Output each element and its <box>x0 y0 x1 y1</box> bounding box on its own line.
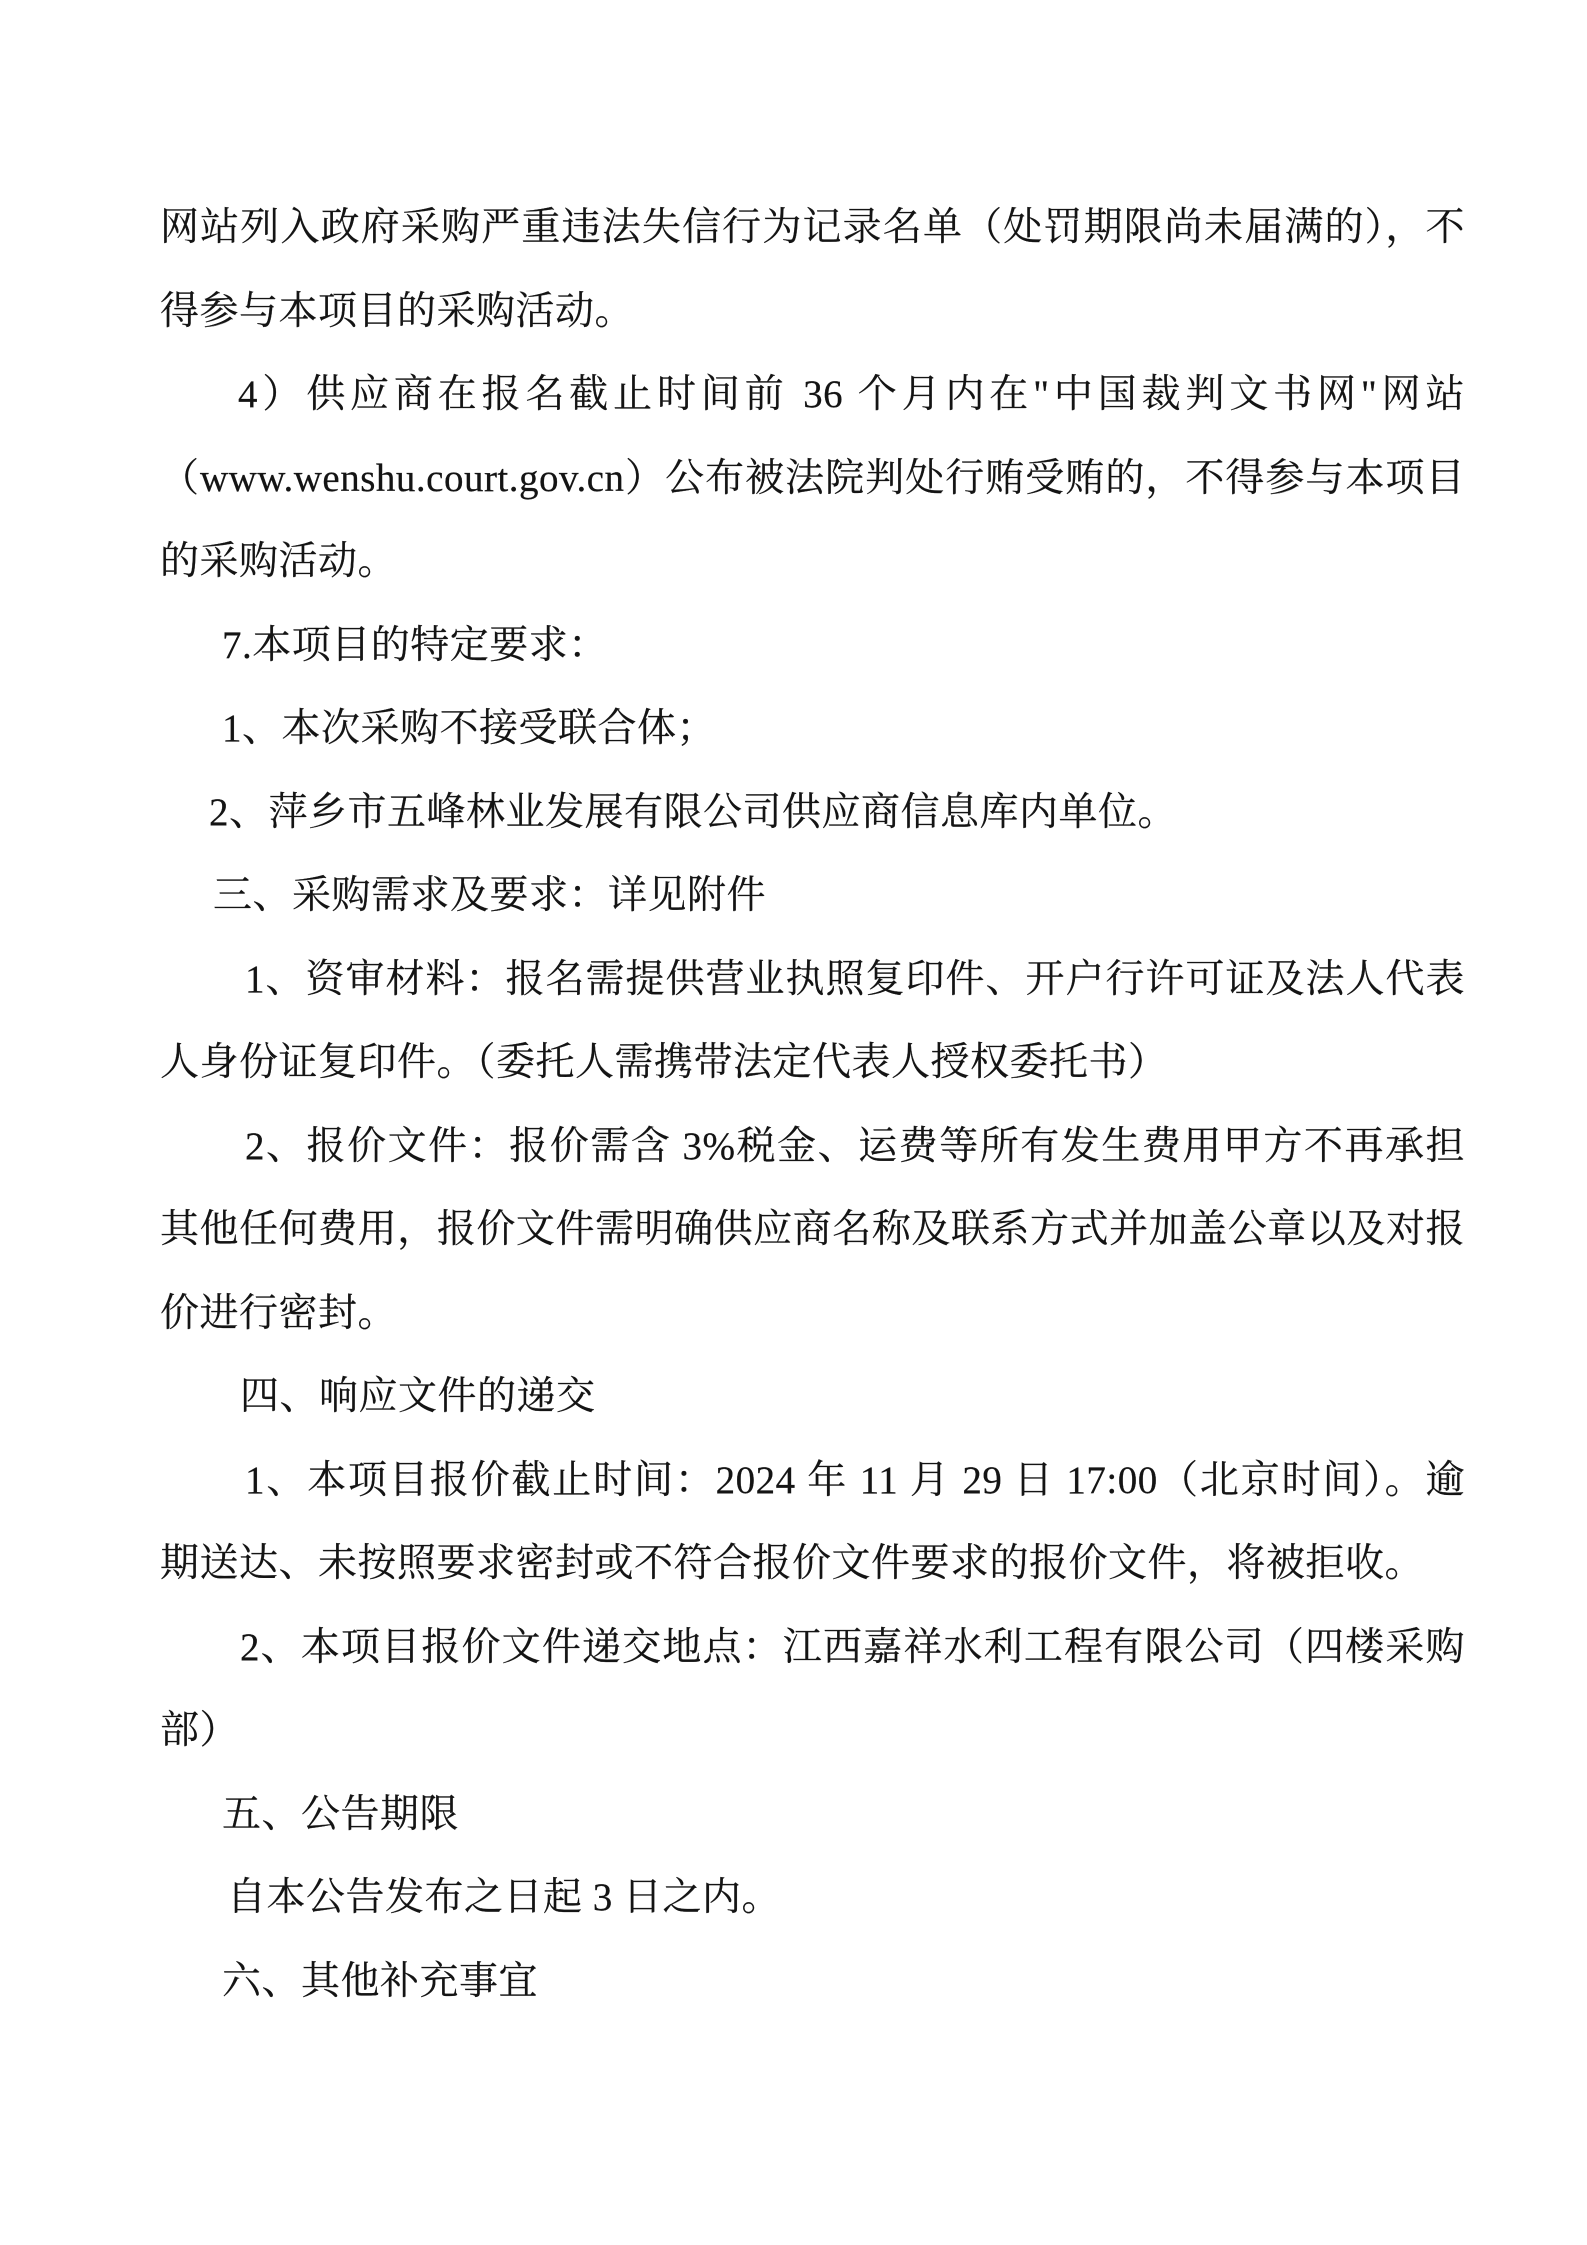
para-quotation-deadline: 1、本项目报价截止时间：2024 年 11 月 29 日 17:00（北京时间）。逾期送达、未按照要求密封或不符合报价文件要求的报价文件，将被拒收。 <box>160 1458 1465 1585</box>
document-body <box>160 0 1465 2023</box>
para-announcement-period-value: 自本公告发布之日起 3 日之内。 <box>227 1876 782 1919</box>
section-4-response-submission: 四、响应文件的递交 <box>240 1375 596 1418</box>
section-5-announcement-period: 五、公告期限 <box>222 1792 460 1836</box>
para-item-7-specific-requirements: 7.本项目的特定要求： <box>222 623 608 667</box>
section-3-procurement-requirements: 三、采购需求及要求：详见附件 <box>213 874 767 917</box>
para-quotation-documents: 2、报价文件：报价需含 3%税金、运费等所有发生费用甲方不再承担其他任何费用，报价文件需明确供应商名称及联系方式并加盖公章以及对报价进行密封。 <box>160 1124 1465 1335</box>
para-item-4-bribery-record: 4）供应商在报名截止时间前 36 个月内在"中国裁判文书网"网站（www.wenshu.court.gov.cn）公布被法院判处行贿受贿的，不得参与本项目的采购活动。 <box>160 373 1465 583</box>
para-submission-location: 2、本项目报价文件递交地点：江西嘉祥水利工程有限公司（四楼采购部） <box>160 1625 1465 1752</box>
para-item-2-supplier-database: 2、萍乡市五峰林业发展有限公司供应商信息库内单位。 <box>209 790 1178 834</box>
para-blacklist-continuation: 网站列入政府采购严重违法失信行为记录名单（处罚期限尚未届满的），不得参与本项目的采购活动。 <box>160 206 1465 333</box>
para-item-1-no-consortium: 1、本次采购不接受联合体； <box>222 707 717 750</box>
section-6-other-matters: 六、其他补充事宜 <box>222 1959 539 2003</box>
para-qualification-materials: 1、资审材料：报名需提供营业执照复印件、开户行许可证及法人代表人身份证复印件。（委托人需携带法定代表人授权委托书） <box>160 957 1465 1084</box>
